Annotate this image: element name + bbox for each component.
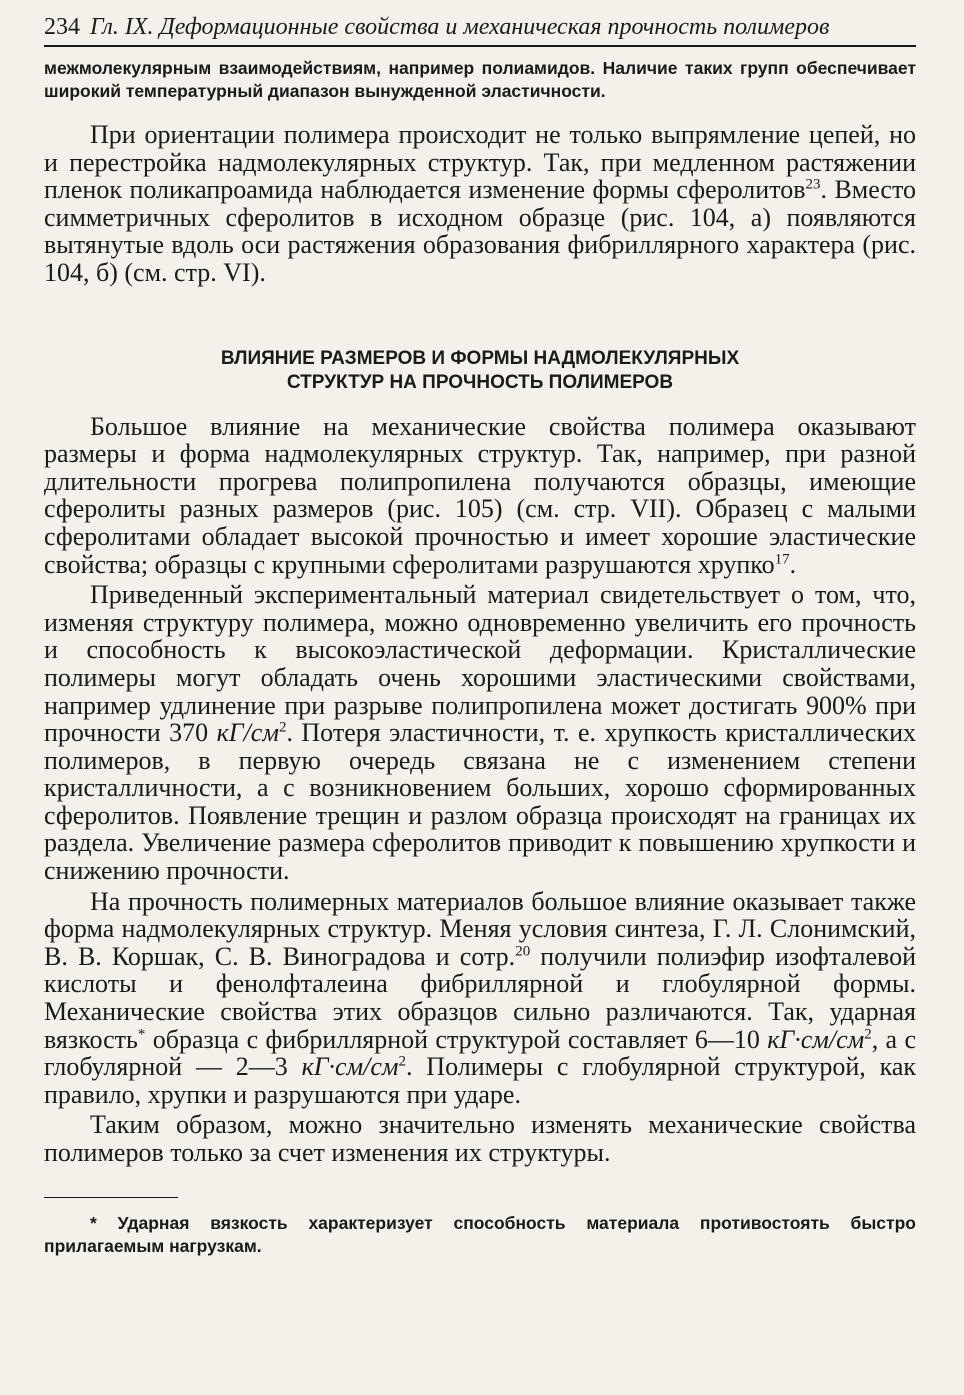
book-page (44, 14, 916, 1258)
unit-text: кГ·см/см (767, 1024, 865, 1054)
footnote-divider (44, 1197, 178, 1198)
p4-text-b: получили полиэфир изофталевой кислоты и фенолфталеина фибриллярной и глобулярной формы. Механические свойства этих образцов сильно различаются. Так, ударная вязкость (44, 941, 916, 1054)
heading-line-1: ВЛИЯНИЕ РАЗМЕРОВ И ФОРМЫ НАДМОЛЕКУЛЯРНЫХ (220, 347, 740, 369)
p1-text-b: . Вместо симметричных сферолитов в исходном образце (рис. 104, а) появляются вытянутые вдоль оси растяжения образования фибриллярного характера (рис. 104, б) (см. стр. VI). (44, 175, 916, 287)
footnote-marker: * (90, 1212, 97, 1233)
unit-text: кГ/см (216, 718, 279, 748)
p4-text-e: . Полимеры с глобулярной структурой, как правило, хрупки и разрушаются при ударе. (44, 1052, 916, 1109)
reference-sup: 17 (774, 550, 790, 567)
footnote (44, 1212, 916, 1258)
p4-text-c: образца с фибриллярной структурой составляет 6—10 (145, 1024, 768, 1054)
paragraph-orientation (44, 121, 916, 287)
unit-text: кГ·см/см (301, 1052, 399, 1082)
continued-text: межмолекулярным взаимодействиям, например полиамидов. Наличие таких групп обеспечивает широкий температурный диапазон вынужденной эластичности. (44, 58, 916, 101)
p1-text-a: При ориентации полимера происходит не только выпрямление цепей, но и перестройка надмолекулярных структур. Так, при медленном растяжении пленок поликапроамида наблюдается изменение формы сферолитов (44, 120, 916, 205)
section-heading (44, 347, 916, 395)
p4-text-d: , а с глобулярной — 2—3 (44, 1024, 916, 1082)
paragraph-conclusion: Таким образом, можно значительно изменять механические свойства полимеров только за счет изменения их структуры. (44, 1110, 916, 1167)
reference-sup: 20 (515, 943, 531, 960)
unit-sup: 2 (864, 1025, 872, 1042)
running-title: Гл. IX. Деформационные свойства и механическая прочность полимеров (90, 14, 830, 40)
footnote-marker: * (137, 1025, 146, 1042)
unit-sup: 2 (398, 1053, 407, 1070)
running-header (44, 14, 916, 47)
p2-text-a: Большое влияние на механические свойства полимера оказывают размеры и форма надмолекулярных структур. Так, например, при разной длительности прогрева полипропилена получаются образцы, имеющие сферолиты разных размеров (рис. 105) (см. стр. VII). Образец с малыми сферолитами обладает высокой прочностью и имеет хорошие эластические свойства; образцы с крупными сферолитами разрушаются хрупко (44, 411, 916, 579)
page-number: 234 (44, 14, 80, 40)
p3-text-b: . Потеря эластичности, т. е. хрупкость кристаллических полимеров, в первую очередь связана не с изменением степени кристалличности, а с возникновением больших, хорошо сформированных сферолитов. Появление трещин и разлом образца происходят на границах их раздела. Увеличение размера сферолитов приводит к повышению хрупкости и снижению прочности. (44, 718, 916, 886)
paragraph-form-influence (44, 888, 916, 1109)
reference-sup: 23 (805, 176, 821, 193)
p2-text-b: . (789, 549, 797, 579)
unit-sup: 2 (278, 719, 287, 736)
paragraph-experimental (44, 581, 916, 885)
heading-line-2: СТРУКТУР НА ПРОЧНОСТЬ ПОЛИМЕРОВ (286, 371, 674, 393)
footnote-text: Ударная вязкость характеризует способность материала противостоять быстро прилагаемым нагрузкам. (44, 1212, 916, 1256)
p4-text-a: На прочность полимерных материалов большое влияние оказывает также форма надмолекулярных структур. Меняя условия синтеза, Г. Л. Слонимский, В. В. Коршак, С. В. Виноградова и сотр. (44, 886, 916, 971)
paragraph-size-influence (44, 413, 916, 579)
p3-text-a: Приведенный экспериментальный материал свидетельствует о том, что, изменяя структуру полимера, можно одновременно увеличить его прочность и способность к высокоэластической деформации. Кристаллические полимеры могут обладать очень хорошими эластическими свойствами, например удлинение при разрыве полипропилена может достигать 900% при прочности 370 (44, 580, 916, 748)
